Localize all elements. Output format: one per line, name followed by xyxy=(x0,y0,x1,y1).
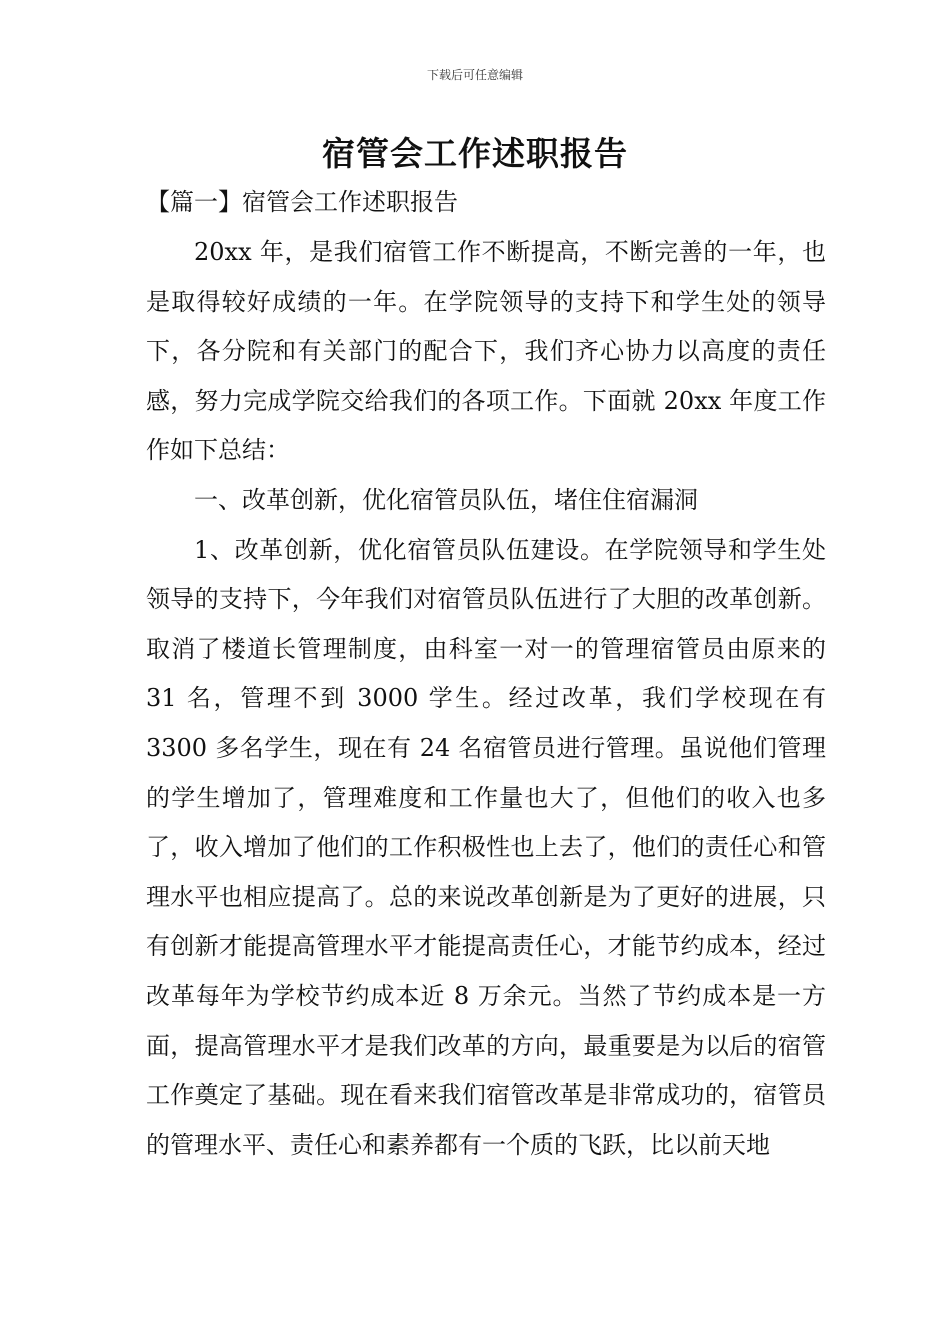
document-title: 宿管会工作述职报告 xyxy=(322,134,628,173)
document-body xyxy=(146,228,826,1170)
paragraph-section-one-heading: 一、改革创新，优化宿管员队伍，堵住住宿漏洞 xyxy=(194,485,698,514)
paragraph-intro: 20xx 年，是我们宿管工作不断提高，不断完善的一年，也是取得较好成绩的一年。在学院领导的支持下和学生处的领导下，各分院和有关部门的配合下，我们齐心协力以高度的责任感，努力完成学院交给我们的各项工作。下面就 20xx 年度工作作如下总结： xyxy=(146,238,826,465)
section-heading: 【篇一】宿管会工作述职报告 xyxy=(146,188,458,216)
header-note: 下载后可任意编辑 xyxy=(426,68,523,82)
paragraph-item-one: 1、改革创新，优化宿管员队伍建设。在学院领导和学生处领导的支持下，今年我们对宿管员队伍进行了大胆的改革创新。取消了楼道长管理制度，由科室一对一的管理宿管员由原来的 31 名，管理不到 3000 学生。经过改革，我们学校现在有 3300 多名学生，现在有 24 名宿管员进行管理。虽说他们管理的学生增加了，管理难度和工作量也大了，但他们的收入也多了，收入增加了他们的工作积极性也上去了，他们的责任心和管理水平也相应提高了。总的来说改革创新是为了更好的进展，只有创新才能提高管理水平才能提高责任心，才能节约成本，经过改革每年为学校节约成本近 8 万余元。当然了节约成本是一方面，提高管理水平才是我们改革的方向，最重要是为以后的宿管工作奠定了基础。现在看来我们宿管改革是非常成功的，宿管员的管理水平、责任心和素养都有一个质的飞跃，比以前天地 xyxy=(146,535,826,1159)
